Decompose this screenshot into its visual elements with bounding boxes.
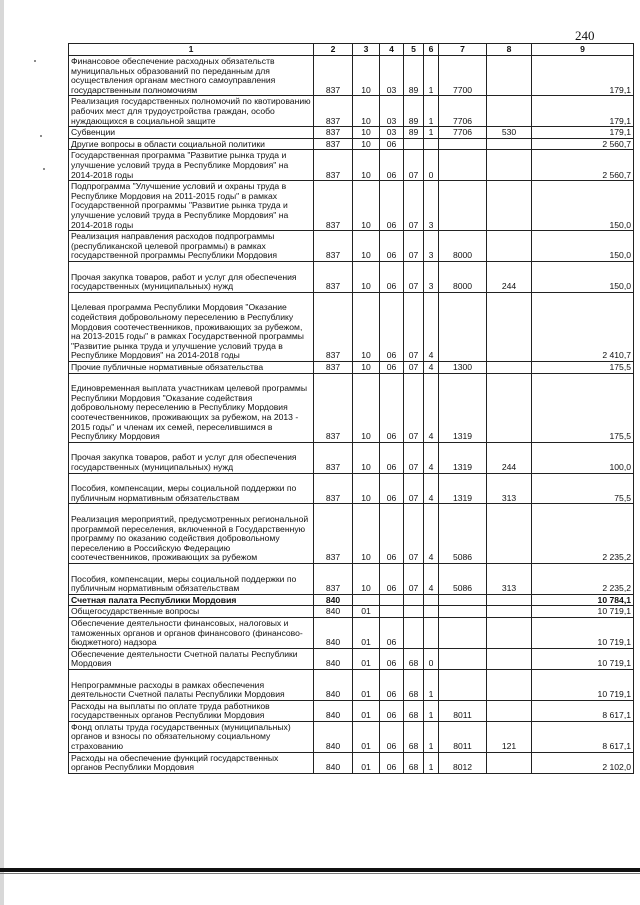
table-header-row	[69, 44, 634, 56]
table-cell-c6: 3	[424, 181, 439, 231]
budget-table-container	[68, 43, 633, 774]
table-row	[69, 96, 634, 127]
header-col-5: 5	[404, 44, 424, 56]
table-cell-c8	[487, 96, 532, 127]
table-cell-c2: 837	[314, 361, 353, 373]
table-cell-c7: 8000	[439, 261, 487, 292]
table-cell-c3: 10	[353, 292, 380, 361]
table-cell-c5	[404, 617, 424, 648]
table-row	[69, 752, 634, 773]
table-cell-c4: 06	[380, 563, 404, 594]
table-cell-c7	[439, 669, 487, 700]
table-cell-name: Пособия, компенсации, меры социальной поддержки по публичным нормативным обязательствам	[69, 563, 314, 594]
table-cell-c6: 3	[424, 231, 439, 262]
table-cell-c7: 1319	[439, 473, 487, 504]
table-cell-c7	[439, 606, 487, 618]
table-cell-c2: 840	[314, 606, 353, 618]
table-cell-c6: 4	[424, 563, 439, 594]
table-cell-c3: 10	[353, 442, 380, 473]
table-row	[69, 373, 634, 442]
table-row	[69, 231, 634, 262]
table-row	[69, 138, 634, 150]
table-cell-c4: 06	[380, 504, 404, 564]
table-cell-name: Пособия, компенсации, меры социальной поддержки по публичным нормативным обязательствам	[69, 473, 314, 504]
table-cell-c4: 06	[380, 752, 404, 773]
scan-bottom-border	[0, 868, 640, 872]
table-cell-c5: 07	[404, 231, 424, 262]
table-cell-c5: 68	[404, 721, 424, 752]
table-row	[69, 361, 634, 373]
table-cell-c3: 10	[353, 504, 380, 564]
table-cell-name: Счетная палата Республики Мордовия	[69, 594, 314, 606]
table-cell-c6: 4	[424, 292, 439, 361]
table-row	[69, 150, 634, 181]
table-cell-c7: 5086	[439, 563, 487, 594]
table-cell-c5: 07	[404, 150, 424, 181]
table-row	[69, 721, 634, 752]
table-cell-c2: 840	[314, 700, 353, 721]
table-row	[69, 669, 634, 700]
table-cell-c5: 89	[404, 96, 424, 127]
scan-speck	[34, 60, 36, 62]
table-cell-c4	[380, 594, 404, 606]
table-cell-c3: 10	[353, 150, 380, 181]
table-cell-c9: 8 617,1	[532, 721, 634, 752]
table-cell-c2: 840	[314, 617, 353, 648]
table-cell-c7	[439, 648, 487, 669]
table-cell-c3: 10	[353, 127, 380, 139]
table-cell-c9: 2 560,7	[532, 150, 634, 181]
header-col-7: 7	[439, 44, 487, 56]
table-cell-c9: 2 560,7	[532, 138, 634, 150]
table-cell-c7	[439, 181, 487, 231]
table-cell-c4: 06	[380, 700, 404, 721]
table-cell-c7: 7700	[439, 56, 487, 96]
table-cell-c3: 10	[353, 563, 380, 594]
table-cell-name: Прочая закупка товаров, работ и услуг для обеспечения государственных (муниципальных) нужд	[69, 442, 314, 473]
table-cell-c6: 1	[424, 752, 439, 773]
table-cell-c6	[424, 606, 439, 618]
table-row	[69, 648, 634, 669]
table-cell-name: Другие вопросы в области социальной политики	[69, 138, 314, 150]
table-cell-c6: 1	[424, 96, 439, 127]
table-cell-c8	[487, 648, 532, 669]
table-cell-c8	[487, 138, 532, 150]
table-cell-c5: 07	[404, 181, 424, 231]
table-cell-c2: 837	[314, 138, 353, 150]
header-col-2: 2	[314, 44, 353, 56]
table-cell-c6: 1	[424, 700, 439, 721]
table-cell-c8	[487, 231, 532, 262]
table-cell-c8	[487, 181, 532, 231]
table-cell-c4: 06	[380, 721, 404, 752]
table-cell-c8	[487, 606, 532, 618]
table-row	[69, 56, 634, 96]
table-cell-c4: 03	[380, 96, 404, 127]
table-cell-name: Расходы на обеспечение функций государственных органов Республики Мордовия	[69, 752, 314, 773]
table-cell-c5: 07	[404, 373, 424, 442]
table-cell-c6: 4	[424, 473, 439, 504]
table-cell-c5	[404, 594, 424, 606]
scan-speck	[40, 135, 42, 137]
table-cell-c6: 0	[424, 150, 439, 181]
table-cell-c8	[487, 292, 532, 361]
table-cell-c2: 840	[314, 721, 353, 752]
table-cell-c7: 8011	[439, 700, 487, 721]
table-cell-c6: 0	[424, 648, 439, 669]
table-cell-c4: 06	[380, 617, 404, 648]
table-row	[69, 563, 634, 594]
table-cell-c2: 840	[314, 648, 353, 669]
table-cell-c2: 837	[314, 504, 353, 564]
table-cell-c4: 06	[380, 150, 404, 181]
table-cell-c9: 2 410,7	[532, 292, 634, 361]
table-cell-c9: 2 235,2	[532, 504, 634, 564]
table-cell-name: Прочая закупка товаров, работ и услуг для обеспечения государственных (муниципальных) нужд	[69, 261, 314, 292]
table-cell-c3: 10	[353, 373, 380, 442]
page-number: 240	[575, 28, 595, 43]
table-cell-c5: 07	[404, 473, 424, 504]
scan-bottom-border-thin	[0, 873, 640, 874]
table-cell-c4	[380, 606, 404, 618]
table-cell-c6: 1	[424, 127, 439, 139]
table-cell-c8: 121	[487, 721, 532, 752]
table-cell-c8: 313	[487, 473, 532, 504]
table-cell-c2: 837	[314, 181, 353, 231]
budget-table	[68, 43, 634, 774]
scan-left-edge	[0, 0, 4, 905]
table-cell-name: Государственная программа "Развитие рынка труда и улучшение условий труда в Республике Мордовия" на 2014-2018 годы	[69, 150, 314, 181]
table-cell-c9: 100,0	[532, 442, 634, 473]
table-cell-name: Реализация мероприятий, предусмотренных региональной программой переселения, включенной в Государственную программу по оказанию содействия добровольному переселению в Российскую Федерацию соотечественников, проживающих за рубежом	[69, 504, 314, 564]
table-cell-name: Обеспечение деятельности Счетной палаты Республики Мордовия	[69, 648, 314, 669]
table-cell-c6: 1	[424, 669, 439, 700]
table-cell-c2: 837	[314, 442, 353, 473]
table-cell-c8	[487, 150, 532, 181]
header-col-9: 9	[532, 44, 634, 56]
table-cell-c2: 837	[314, 150, 353, 181]
table-cell-c4: 06	[380, 292, 404, 361]
table-cell-c9: 150,0	[532, 231, 634, 262]
table-cell-c6: 1	[424, 721, 439, 752]
table-cell-c7	[439, 150, 487, 181]
table-cell-c3	[353, 594, 380, 606]
header-col-8: 8	[487, 44, 532, 56]
header-col-4: 4	[380, 44, 404, 56]
table-cell-c8	[487, 56, 532, 96]
table-cell-c6: 4	[424, 373, 439, 442]
table-cell-c9: 8 617,1	[532, 700, 634, 721]
table-cell-c4: 03	[380, 127, 404, 139]
table-cell-c5: 07	[404, 261, 424, 292]
table-cell-name: Финансовое обеспечение расходных обязательств муниципальных образований по переданным для осуществления органам местного самоуправления государственным полномочиям	[69, 56, 314, 96]
table-cell-c9: 2 235,2	[532, 563, 634, 594]
table-row	[69, 606, 634, 618]
table-cell-c2: 840	[314, 594, 353, 606]
table-cell-c6: 1	[424, 56, 439, 96]
table-cell-c2: 837	[314, 292, 353, 361]
table-cell-c7	[439, 594, 487, 606]
table-cell-c8: 244	[487, 261, 532, 292]
table-cell-c5: 68	[404, 700, 424, 721]
table-cell-c6: 3	[424, 261, 439, 292]
table-cell-c9: 179,1	[532, 56, 634, 96]
table-cell-c3: 01	[353, 752, 380, 773]
table-cell-name: Прочие публичные нормативные обязательства	[69, 361, 314, 373]
table-cell-c9: 175,5	[532, 373, 634, 442]
table-cell-c8	[487, 617, 532, 648]
table-cell-c5: 07	[404, 292, 424, 361]
table-cell-c3: 01	[353, 721, 380, 752]
table-cell-c6: 4	[424, 361, 439, 373]
table-cell-name: Общегосударственные вопросы	[69, 606, 314, 618]
table-cell-name: Непрограммные расходы в рамках обеспечения деятельности Счетной палаты Республики Мордовия	[69, 669, 314, 700]
table-cell-c7: 8011	[439, 721, 487, 752]
table-cell-c8	[487, 373, 532, 442]
scan-speck	[43, 168, 45, 170]
table-cell-c5	[404, 138, 424, 150]
table-cell-c9: 150,0	[532, 181, 634, 231]
table-cell-c9: 179,1	[532, 96, 634, 127]
table-cell-c5: 89	[404, 127, 424, 139]
table-cell-c3: 10	[353, 473, 380, 504]
table-cell-c2: 837	[314, 261, 353, 292]
table-cell-c5: 68	[404, 669, 424, 700]
table-cell-c3: 10	[353, 261, 380, 292]
table-cell-c5: 07	[404, 563, 424, 594]
table-cell-name: Подпрограмма "Улучшение условий и охраны труда в Республике Мордовия на 2011-2015 годы" в рамках Государственной программы "Развитие рынка труда и улучшение условий труда в Республике Мордовия" на 2014-2018 годы	[69, 181, 314, 231]
table-cell-c3: 01	[353, 700, 380, 721]
table-row	[69, 617, 634, 648]
table-cell-c4: 06	[380, 138, 404, 150]
table-cell-c6	[424, 138, 439, 150]
table-cell-c3: 10	[353, 96, 380, 127]
table-cell-c8	[487, 669, 532, 700]
table-row	[69, 473, 634, 504]
table-cell-c9: 2 102,0	[532, 752, 634, 773]
table-cell-c8	[487, 752, 532, 773]
table-cell-c9: 175,5	[532, 361, 634, 373]
table-cell-c7	[439, 617, 487, 648]
table-row	[69, 127, 634, 139]
table-row	[69, 181, 634, 231]
table-cell-c2: 837	[314, 373, 353, 442]
table-cell-c4: 06	[380, 669, 404, 700]
table-cell-c8	[487, 700, 532, 721]
table-cell-c9: 10 719,1	[532, 606, 634, 618]
table-cell-c2: 837	[314, 563, 353, 594]
table-cell-c9: 75,5	[532, 473, 634, 504]
table-cell-c2: 837	[314, 127, 353, 139]
table-cell-c7: 8012	[439, 752, 487, 773]
table-cell-c3: 10	[353, 138, 380, 150]
table-cell-c9: 10 719,1	[532, 617, 634, 648]
table-cell-c9: 179,1	[532, 127, 634, 139]
table-cell-name: Единовременная выплата участникам целевой программы Республики Мордовия "Оказание содействия добровольному переселению в Республику Мордовия соотечественников, проживающих за рубежом, на 2013 - 2015 годы" и членам их семей, переселившимся в Республику Мордовия	[69, 373, 314, 442]
table-cell-c4: 06	[380, 231, 404, 262]
table-cell-c7: 1300	[439, 361, 487, 373]
table-cell-c5	[404, 606, 424, 618]
table-cell-c5: 89	[404, 56, 424, 96]
table-cell-c8	[487, 361, 532, 373]
table-cell-c2: 837	[314, 56, 353, 96]
table-cell-c7: 7706	[439, 96, 487, 127]
table-cell-c2: 840	[314, 669, 353, 700]
table-cell-c3: 10	[353, 56, 380, 96]
table-cell-c3: 10	[353, 361, 380, 373]
table-cell-c8	[487, 594, 532, 606]
table-cell-c6: 4	[424, 442, 439, 473]
table-cell-c5: 07	[404, 361, 424, 373]
table-cell-c3: 01	[353, 606, 380, 618]
table-cell-name: Обеспечение деятельности финансовых, налоговых и таможенных органов и органов финансового (финансово-бюджетного) надзора	[69, 617, 314, 648]
table-cell-name: Субвенции	[69, 127, 314, 139]
table-cell-c3: 10	[353, 181, 380, 231]
table-cell-c5: 07	[404, 504, 424, 564]
table-cell-name: Реализация государственных полномочий по квотированию рабочих мест для трудоустройства граждан, особо нуждающихся в социальной защите	[69, 96, 314, 127]
table-cell-c6	[424, 594, 439, 606]
table-cell-c6	[424, 617, 439, 648]
table-cell-c7: 1319	[439, 442, 487, 473]
table-cell-c2: 837	[314, 473, 353, 504]
table-cell-c2: 840	[314, 752, 353, 773]
table-cell-c4: 06	[380, 473, 404, 504]
table-cell-c9: 150,0	[532, 261, 634, 292]
table-cell-c5: 68	[404, 752, 424, 773]
table-cell-c4: 06	[380, 361, 404, 373]
table-cell-name: Расходы на выплаты по оплате труда работников государственных органов Республики Мордовия	[69, 700, 314, 721]
table-cell-c7	[439, 138, 487, 150]
header-col-1: 1	[69, 44, 314, 56]
table-cell-c7: 8000	[439, 231, 487, 262]
table-row	[69, 700, 634, 721]
table-cell-name: Целевая программа Республики Мордовия "Оказание содействия добровольному переселению в Республику Мордовия соотечественников, проживающих за рубежом, на 2013-2015 годы" в рамках Государственной программы "Развитие рынка труда и улучшение условий труда в Республике Мордовия" на 2014-2018 годы	[69, 292, 314, 361]
table-cell-c6: 4	[424, 504, 439, 564]
table-cell-c2: 837	[314, 96, 353, 127]
table-cell-c8: 530	[487, 127, 532, 139]
table-cell-c8: 313	[487, 563, 532, 594]
table-body	[69, 56, 634, 774]
table-cell-c7: 7706	[439, 127, 487, 139]
table-row	[69, 261, 634, 292]
table-cell-name: Фонд оплаты труда государственных (муниципальных) органов и взносы по обязательному социальному страхованию	[69, 721, 314, 752]
table-cell-c3: 01	[353, 648, 380, 669]
table-cell-c4: 06	[380, 261, 404, 292]
table-cell-c3: 10	[353, 231, 380, 262]
table-cell-c4: 06	[380, 442, 404, 473]
table-cell-c5: 07	[404, 442, 424, 473]
table-row	[69, 442, 634, 473]
header-col-3: 3	[353, 44, 380, 56]
table-cell-c8	[487, 504, 532, 564]
table-row	[69, 594, 634, 606]
table-cell-c9: 10 784,1	[532, 594, 634, 606]
table-cell-c2: 837	[314, 231, 353, 262]
table-cell-c9: 10 719,1	[532, 669, 634, 700]
header-col-6: 6	[424, 44, 439, 56]
table-cell-c7	[439, 292, 487, 361]
table-cell-c4: 06	[380, 181, 404, 231]
table-cell-c4: 06	[380, 648, 404, 669]
table-cell-c9: 10 719,1	[532, 648, 634, 669]
table-cell-c7: 1319	[439, 373, 487, 442]
table-cell-name: Реализация направления расходов подпрограммы (республиканской целевой программы) в рамках государственной программы Республики Мордовия	[69, 231, 314, 262]
table-cell-c3: 01	[353, 669, 380, 700]
table-cell-c5: 68	[404, 648, 424, 669]
table-cell-c3: 01	[353, 617, 380, 648]
table-row	[69, 504, 634, 564]
table-cell-c4: 06	[380, 373, 404, 442]
table-cell-c4: 03	[380, 56, 404, 96]
table-row	[69, 292, 634, 361]
table-cell-c7: 5086	[439, 504, 487, 564]
table-cell-c8: 244	[487, 442, 532, 473]
